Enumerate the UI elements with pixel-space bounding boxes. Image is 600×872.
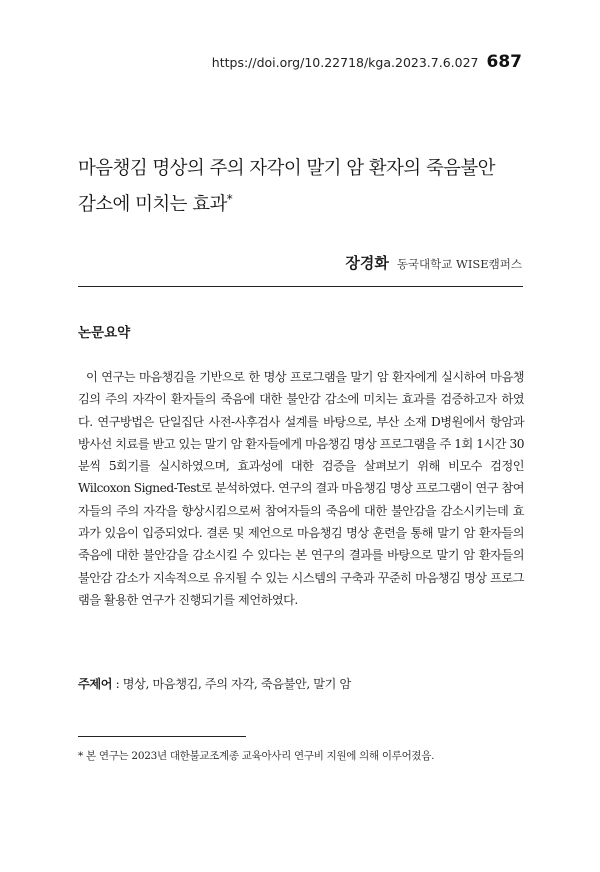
keywords-label: 주제어 — [78, 677, 113, 691]
doi-link[interactable]: https://doi.org/10.22718/kga.2023.7.6.027 — [211, 55, 479, 70]
title-line-2-text: 감소에 미치는 효과 — [78, 194, 227, 216]
abstract-body: 이 연구는 마음챙김을 기반으로 한 명상 프로그램을 말기 암 환자에게 실시하여 마음챙김의 주의 자각이 환자들의 죽음에 대한 불안감 감소에 미치는 효과를 검증하고자 하였다. 연구방법은 단일집단 사전-사후검사 설계를 바탕으로, 부산 소재 D병원에서 항암과 방사선 치료를 받고 있는 말기 암 환자들에게 마음챙김 명상 프로그램을 주 1회 1시간 30분씩 5회기를 실시하였으며, 효과성에 대한 검증을 살펴보기 위해 비모수 검정인 Wilcoxon Signed-Test로 분석하였다. 연구의 결과 마음챙김 명상 프로그램이 연구 참여자들의 주의 자각을 향상시킴으로써 참여자들의 죽음에 대한 불안감을 감소시키는데 효과가 있음이 입증되었다. 결론 및 제언으로 마음챙김 명상 훈련을 통해 말기 암 환자들의 죽음에 대한 불안감을 감소시킬 수 있다는 본 연구의 결과를 바탕으로 말기 암 환자들의 불안감 감소가 지속적으로 유지될 수 있는 시스템의 구축과 꾸준히 마음챙김 명상 프로그램을 활용한 연구가 진행되기를 제언하였다. — [78, 370, 524, 607]
page-number: 687 — [486, 52, 522, 72]
author-affiliation: 동국대학교 WISE캠퍼스 — [396, 257, 522, 271]
footnote-divider — [78, 736, 246, 737]
author-line — [345, 252, 522, 273]
paper-title — [78, 154, 538, 220]
page-header — [212, 52, 522, 72]
header-divider — [78, 286, 523, 287]
keywords-separator: : — [112, 677, 123, 691]
footnote: * 본 연구는 2023년 대한불교조계종 교육아사리 연구비 지원에 의해 이루어졌음. — [78, 750, 435, 762]
title-line-2 — [78, 184, 538, 220]
keywords-list: 명상, 마음챙김, 주의 자각, 죽음불안, 말기 암 — [122, 677, 351, 691]
author-name: 장경화 — [345, 254, 389, 272]
title-footnote-mark[interactable]: * — [226, 192, 233, 206]
abstract-heading: 논문요약 — [78, 325, 131, 341]
title-line-1: 마음챙김 명상의 주의 자각이 말기 암 환자의 죽음불안 — [78, 158, 495, 179]
keywords-line — [78, 675, 524, 692]
